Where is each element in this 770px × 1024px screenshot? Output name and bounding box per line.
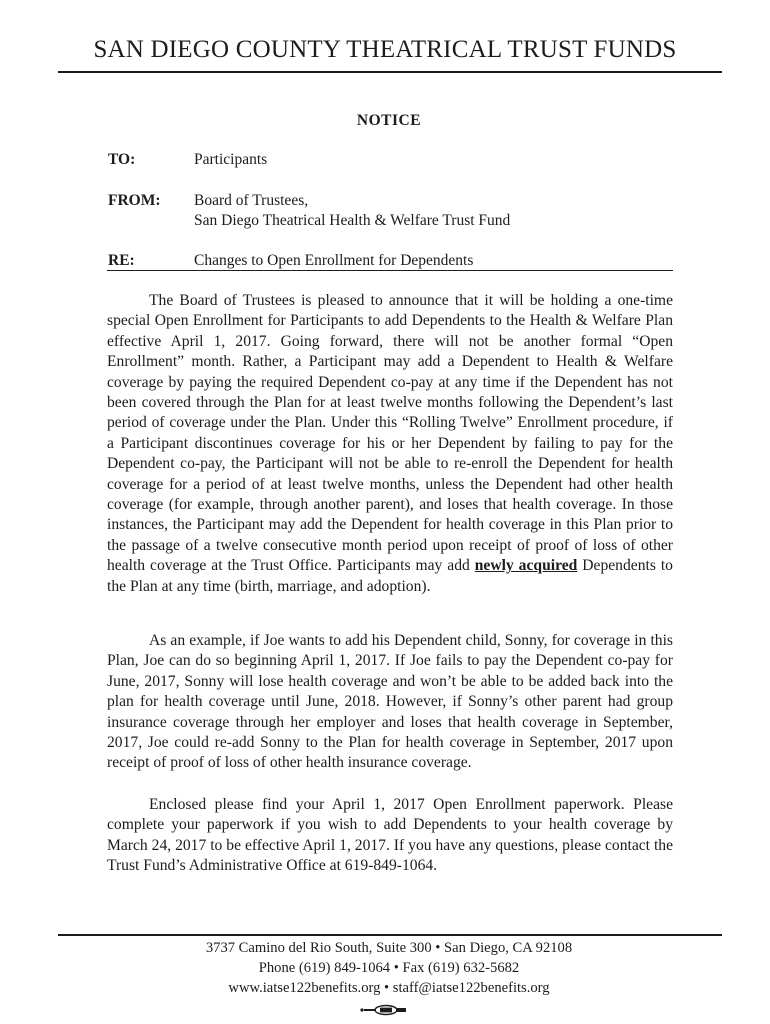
- footer-address: 3737 Camino del Rio South, Suite 300 • San Diego, CA 92108: [205, 940, 573, 956]
- paragraph-3-text: Enclosed please find your April 1, 2017 Open Enrollment paperwork. Please complete your paperwork if you wish to add Dependents to your health coverage by March 24, 2017 to be effective April 1, 2017. If you have any questions, please contact the Trust Fund’s Administrative Office at 619-849-1064.: [107, 796, 673, 875]
- from-label: FROM:: [108, 192, 161, 209]
- footer-rule: [58, 934, 722, 936]
- paragraph-2-text: As an example, if Joe wants to add his Dependent child, Sonny, for coverage in this Plan, Joe can do so beginning April 1, 2017. If Joe fails to pay the Dependent co-pay for June, 2017, Sonny will lose health coverage and won’t be able to be added back into the plan for health coverage until June, 2018. However, if Sonny’s other parent had group insurance coverage through her employer and loses that health coverage in September, 2017, Joe could re-add Sonny to the Plan for health coverage in September, 2017 upon receipt of proof of loss of other health insurance coverage.: [107, 632, 673, 772]
- union-label-icon: [356, 1004, 416, 1016]
- notice-heading: NOTICE: [356, 112, 422, 129]
- re-label: RE:: [108, 252, 135, 269]
- from-line-2: San Diego Theatrical Health & Welfare Trust Fund: [194, 212, 511, 229]
- re-value: Changes to Open Enrollment for Dependents: [194, 252, 474, 269]
- body-paragraph-3: [107, 795, 673, 877]
- to-value: Participants: [194, 151, 268, 168]
- footer-phone: Phone (619) 849-1064 • Fax (619) 632-5682: [258, 960, 520, 976]
- body-paragraph-1: [107, 291, 673, 597]
- paragraph-1-text: The Board of Trustees is pleased to announce that it will be holding a one-time special Open Enrollment for Participants to add Dependents to the Health & Welfare Plan effective April 1, 2017. Going forward, there will not be another formal “Open Enrollment” month. Rather, a Participant may add a Dependent to Health & Welfare coverage by paying the required Dependent co-pay at any time if the Dependent has not been covered through the Plan for at least twelve months following the Dependent’s last period of coverage under the Plan. Under this “Rolling Twelve” Enrollment procedure, if a Participant discontinues coverage for his or her Dependent by failing to pay for the Dependent co-pay, the Participant will not be able to re-enroll the Dependent for health coverage for a period of at least twelve months, unless the Dependent had other health coverage (for example, through another parent), and loses that health coverage. In those instances, the Participant may add the Dependent for health coverage in this Plan prior to the passage of a twelve consecutive month period upon receipt of proof of loss of other health coverage at the Trust Office. Participants may add: [107, 292, 673, 575]
- to-label: TO:: [108, 151, 136, 168]
- newly-acquired-emphasis: newly acquired: [474, 557, 578, 575]
- paragraph-1-text-end: Dependents to the Plan at any time (birth, marriage, and adoption).: [107, 557, 673, 595]
- body-paragraph-2: [107, 631, 673, 774]
- from-line-1: Board of Trustees,: [194, 192, 309, 209]
- letterhead-title: SAN DIEGO COUNTY THEATRICAL TRUST FUNDS: [93, 36, 677, 63]
- letterhead-rule: [58, 71, 722, 73]
- re-underline: [107, 270, 673, 271]
- footer-web: www.iatse122benefits.org • staff@iatse122benefits.org: [228, 980, 550, 996]
